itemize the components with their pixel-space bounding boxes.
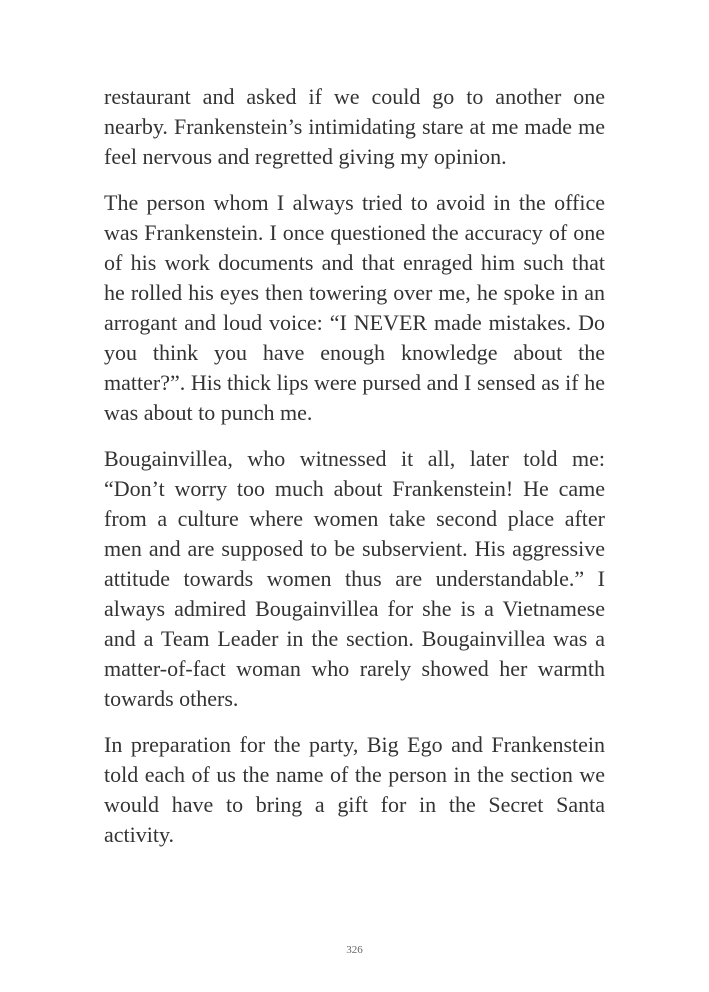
paragraph-1: restaurant and asked if we could go to another one nearby. Frankenstein’s intimidating stare at me made me feel nervous and regretted giving my opinion. (104, 84, 605, 169)
paragraph-4: In preparation for the party, Big Ego and Frankenstein told each of us the name of the person in the section we would have to bring a gift for in the Secret Santa activity. (104, 732, 605, 847)
page-number: 326 (346, 944, 363, 956)
paragraph-3: Bougainvillea, who witnessed it all, later told me: “Don’t worry too much about Frankenstein! He came from a culture where women take second place after men and are supposed to be subservient. His aggressive attitude towards women thus are understandable.” I always admired Bougainvillea for she is a Vietnamese and a Team Leader in the section. Bougainvillea was a matter-of-fact woman who rarely showed her warmth towards others. (104, 446, 605, 711)
body-text (104, 82, 605, 866)
paragraph-2: The person whom I always tried to avoid in the office was Frankenstein. I once questioned the accuracy of one of his work documents and that enraged him such that he rolled his eyes then towering over me, he spoke in an arrogant and loud voice: “I NEVER made mistakes. Do you think you have enough knowledge about the matter?”. His thick lips were pursed and I sensed as if he was about to punch me. (104, 190, 605, 425)
